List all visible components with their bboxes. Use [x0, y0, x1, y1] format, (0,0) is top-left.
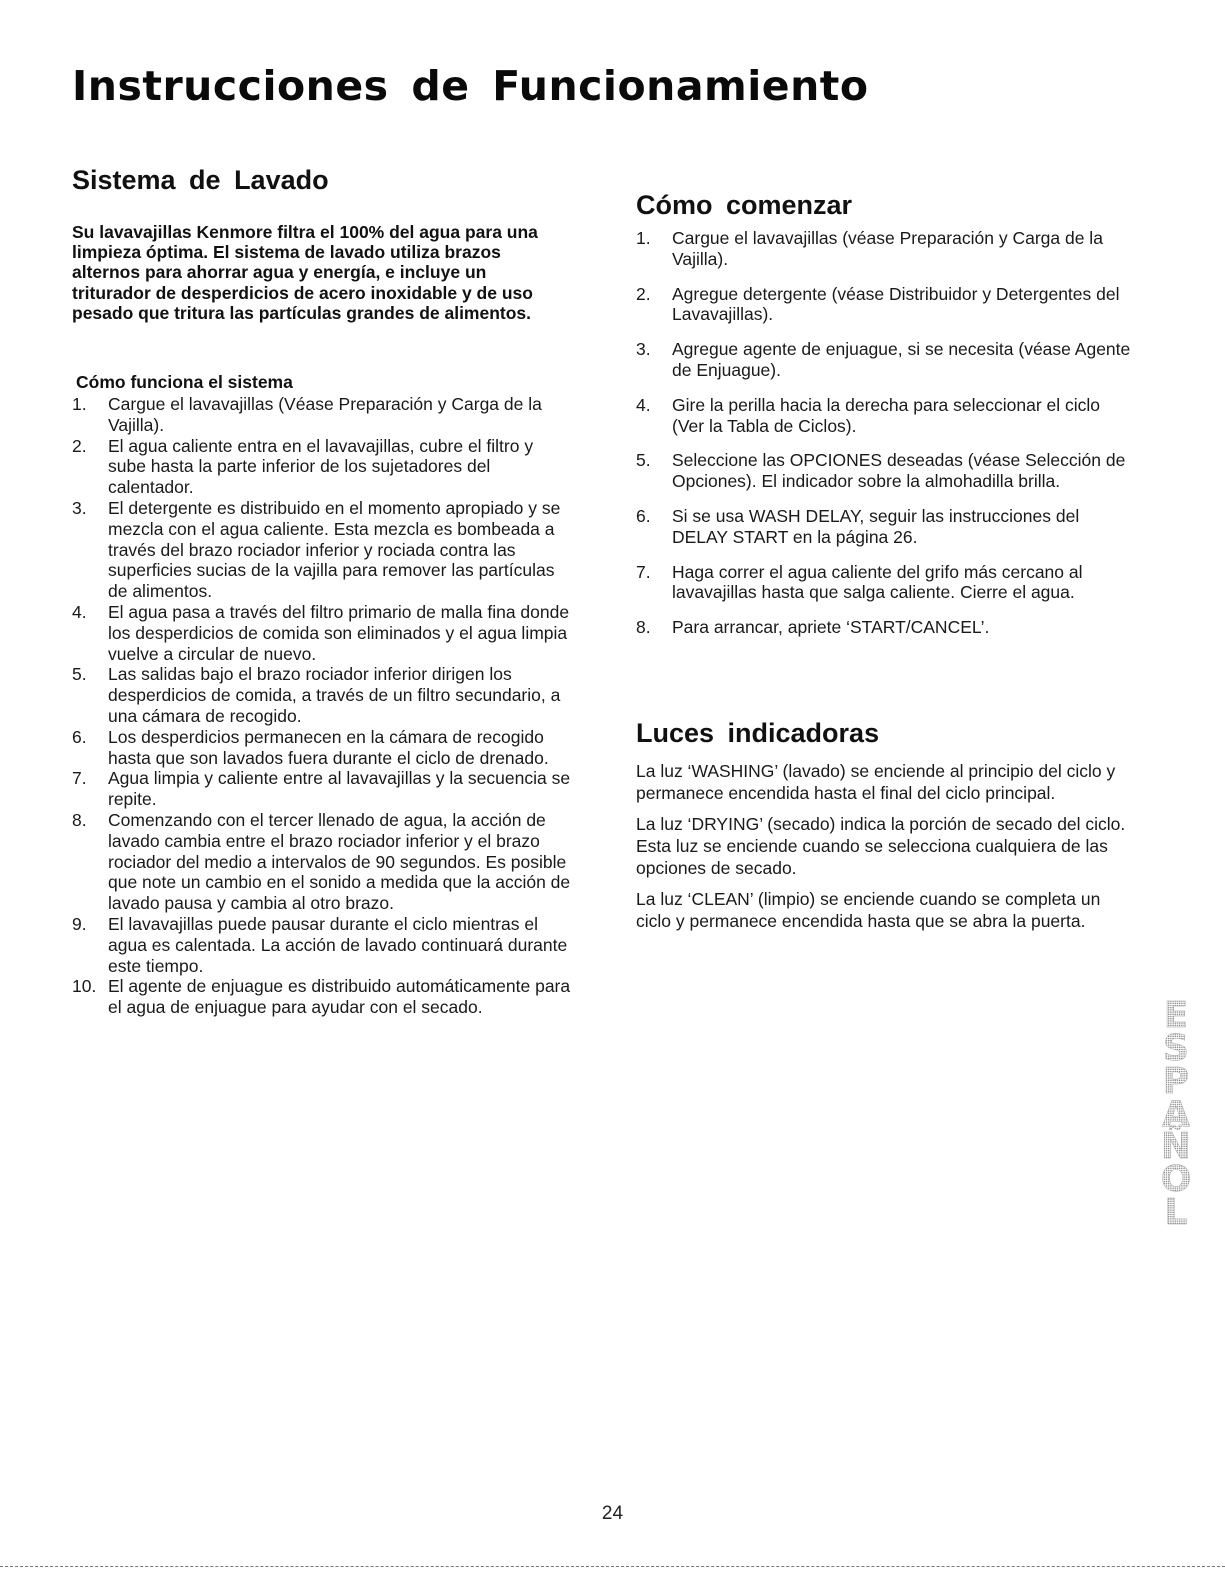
step-number: 7.	[636, 561, 651, 582]
start-steps-list	[636, 228, 1136, 652]
step-text: Cargue el lavavajillas (véase Preparación y Carga de la Vajilla).	[672, 228, 1103, 269]
step-text: El detergente es distribuido en el momento apropiado y se mezcla con el agua caliente. Esta mezcla es bombeada a través del brazo rociador inferior y rociada contra las superficies sucias de la vajilla para remover las partículas de alimentos.	[108, 497, 561, 602]
step-number: 8.	[72, 809, 87, 830]
list-item	[72, 976, 572, 1018]
list-item	[72, 436, 572, 498]
subheading-como-funciona: Cómo funciona el sistema	[76, 372, 293, 392]
list-item	[72, 914, 572, 976]
section-heading-luces: Luces indicadoras	[636, 718, 880, 748]
list-item	[72, 810, 572, 914]
step-number: 6.	[636, 505, 651, 526]
indicator-paragraph: La luz ‘DRYING’ (secado) indica la porción de secado del ciclo. Esta luz se enciende cuando se selecciona cualquiera de las opciones de secado.	[636, 814, 1126, 878]
step-number: 8.	[636, 617, 651, 638]
step-text: Los desperdicios permanecen en la cámara de recogido hasta que son lavados fuera durante el ciclo de drenado.	[108, 726, 549, 768]
step-text: Comenzando con el tercer llenado de agua, la acción de lavado cambia entre el brazo rociador inferior y el brazo rociador del medio a intervalos de 90 segundos. Es posible que note un cambio en el sonido a medida que la acción de lavado pausa y cambia al otro brazo.	[108, 809, 571, 914]
system-steps-list	[72, 394, 572, 1018]
language-side-tab	[1150, 1000, 1202, 1230]
step-text: Para arrancar, apriete ‘START/CANCEL’.	[672, 617, 990, 638]
list-item	[72, 498, 572, 602]
bottom-border	[0, 1566, 1225, 1567]
step-text: Las salidas bajo el brazo rociador inferior dirigen los desperdicios de comida, a través de un filtro secundario, a una cámara de recogido.	[108, 664, 561, 726]
step-number: 9.	[72, 913, 87, 934]
step-text: Agregue detergente (véase Distribuidor y Detergentes del Lavavajillas).	[672, 283, 1120, 325]
section-heading-como-comenzar: Cómo comenzar	[636, 190, 853, 220]
step-number: 1.	[72, 394, 87, 414]
list-item	[636, 228, 1136, 270]
side-tab-text: E S P A Ñ O L	[1160, 1000, 1192, 1230]
step-number: 3.	[72, 497, 87, 518]
page-title: Instrucciones de Funcionamiento	[72, 62, 869, 110]
list-item	[636, 506, 1136, 548]
step-text: El agente de enjuague es distribuido automáticamente para el agua de enjuague para ayudar con el secado.	[108, 976, 571, 1018]
step-number: 2.	[636, 283, 651, 304]
list-item	[72, 394, 572, 436]
indicator-paragraph: La luz ‘WASHING’ (lavado) se enciende al principio del ciclo y permanece encendida hasta el final del ciclo principal.	[636, 761, 1116, 803]
indicator-paragraph: La luz ‘CLEAN’ (limpio) se enciende cuando se completa un ciclo y permanece encendida hasta que se abra la puerta.	[636, 889, 1101, 931]
step-number: 4.	[72, 601, 87, 622]
list-item	[636, 562, 1136, 604]
section-heading-sistema: Sistema de Lavado	[72, 165, 329, 195]
indicator-lights-text	[636, 760, 1126, 941]
list-item	[636, 339, 1136, 381]
step-number: 4.	[636, 394, 651, 415]
step-text: Agua limpia y caliente entre al lavavajillas y la secuencia se repite.	[108, 768, 571, 810]
step-number: 3.	[636, 339, 651, 360]
step-text: Haga correr el agua caliente del grifo más cercano al lavavajillas hasta que salga caliente. Cierre el agua.	[672, 561, 1083, 603]
list-item	[72, 602, 572, 664]
list-item	[636, 284, 1136, 326]
step-number: 2.	[72, 435, 87, 456]
step-text: El agua caliente entra en el lavavajillas, cubre el filtro y sube hasta la parte inferior de los sujetadores del calentador.	[108, 435, 534, 498]
step-number: 5.	[72, 664, 87, 685]
step-text: Gire la perilla hacia la derecha para seleccionar el ciclo (Ver la Tabla de Ciclos).	[672, 394, 1100, 436]
step-number: 5.	[636, 450, 651, 471]
list-item	[636, 395, 1136, 437]
step-number: 10.	[72, 976, 97, 997]
page-number: 24	[601, 1503, 624, 1524]
step-number: 1.	[636, 228, 651, 248]
list-item	[72, 768, 572, 810]
step-text: Si se usa WASH DELAY, seguir las instrucciones del DELAY START en la página 26.	[672, 505, 1080, 547]
step-text: Seleccione las OPCIONES deseadas (véase Selección de Opciones). El indicador sobre la almohadilla brilla.	[672, 450, 1126, 492]
step-text: Agregue agente de enjuague, si se necesita (véase Agente de Enjuague).	[672, 339, 1131, 380]
list-item	[636, 617, 1136, 638]
list-item	[72, 664, 572, 726]
list-item	[636, 450, 1136, 492]
intro-paragraph: Su lavavajillas Kenmore filtra el 100% del agua para una limpieza óptima. El sistema de lavado utiliza brazos alternos para ahorrar agua y energía, e incluye un triturador de desperdicios de acero inoxidable y de uso pesado que tritura las partículas grandes de alimentos.	[72, 222, 538, 323]
list-item	[72, 727, 572, 769]
step-number: 6.	[72, 726, 87, 747]
step-text: El agua pasa a través del filtro primario de malla fina donde los desperdicios de comida son eliminados y el agua limpia vuelve a circular de nuevo.	[108, 601, 570, 664]
step-text: Cargue el lavavajillas (Véase Preparación y Carga de la Vajilla).	[108, 394, 542, 435]
step-text: El lavavajillas puede pausar durante el ciclo mientras el agua es calentada. La acción de lavado continuará durante este tiempo.	[108, 913, 568, 976]
step-number: 7.	[72, 768, 87, 789]
